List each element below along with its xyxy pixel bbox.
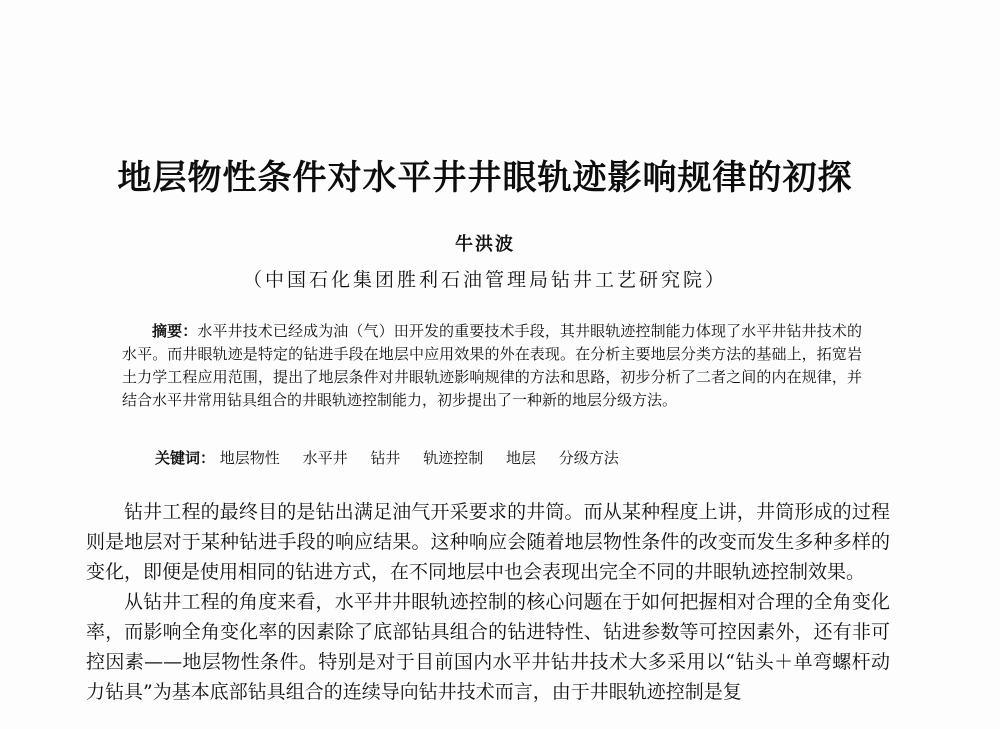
- body-paragraph: 从钻井工程的角度来看，水平井井眼轨迹控制的核心问题在于如何把握相对合理的全角变化率，而影响全角变化率的因素除了底部钻具组合的钻进特性、钻进参数等可控因素外，还有非可控因素——地层物性条件。特别是对于目前国内水平井钻井技术大多采用以“钻头＋单弯螺杆动力钻具”为基本底部钻具组合的连续导向钻井技术而言，由于井眼轨迹控制是复: [86, 591, 890, 703]
- author-name: 牛洪波: [455, 234, 515, 255]
- keywords-label: 关键词：: [155, 449, 216, 467]
- body-paragraph: 钻井工程的最终目的是钻出满足油气开采要求的井筒。而从某种程度上讲，井筒形成的过程则是地层对于某种钻进手段的响应结果。这种响应会随着地层物性条件的改变而发生多种多样的变化，即便是使用相同的钻进方式，在不同地层中也会表现出完全不同的井眼轨迹控制效果。: [86, 501, 890, 583]
- abstract-label: 摘要：: [152, 322, 198, 340]
- keyword-item: 钻井: [370, 449, 401, 467]
- abstract-text: 水平井技术已经成为油（气）田开发的重要技术手段，其井眼轨迹控制能力体现了水平井钻井技术的水平。而井眼轨迹是特定的钻进手段在地层中应用效果的外在表现。在分析主要地层分类方法的基础上，拓宽岩土力学工程应用范围，提出了地层条件对井眼轨迹影响规律的方法和思路，初步分析了二者之间的内在规律，并结合水平井常用钻具组合的井眼轨迹控制能力，初步提出了一种新的地层分级方法。: [122, 322, 862, 409]
- keyword-item: 分级方法: [558, 449, 619, 467]
- keyword-item: 地层: [505, 449, 536, 467]
- keyword-item: 地层物性: [219, 449, 280, 467]
- keyword-item: 轨迹控制: [423, 449, 484, 467]
- body-text: [86, 497, 890, 707]
- keyword-item: 水平井: [302, 449, 348, 467]
- paper-title: 地层物性条件对水平井井眼轨迹影响规律的初探: [117, 158, 853, 198]
- keywords: [155, 447, 855, 469]
- abstract: [122, 320, 862, 412]
- author-affiliation: （中国石化集团胜利石油管理局钻井工艺研究院）: [242, 269, 727, 291]
